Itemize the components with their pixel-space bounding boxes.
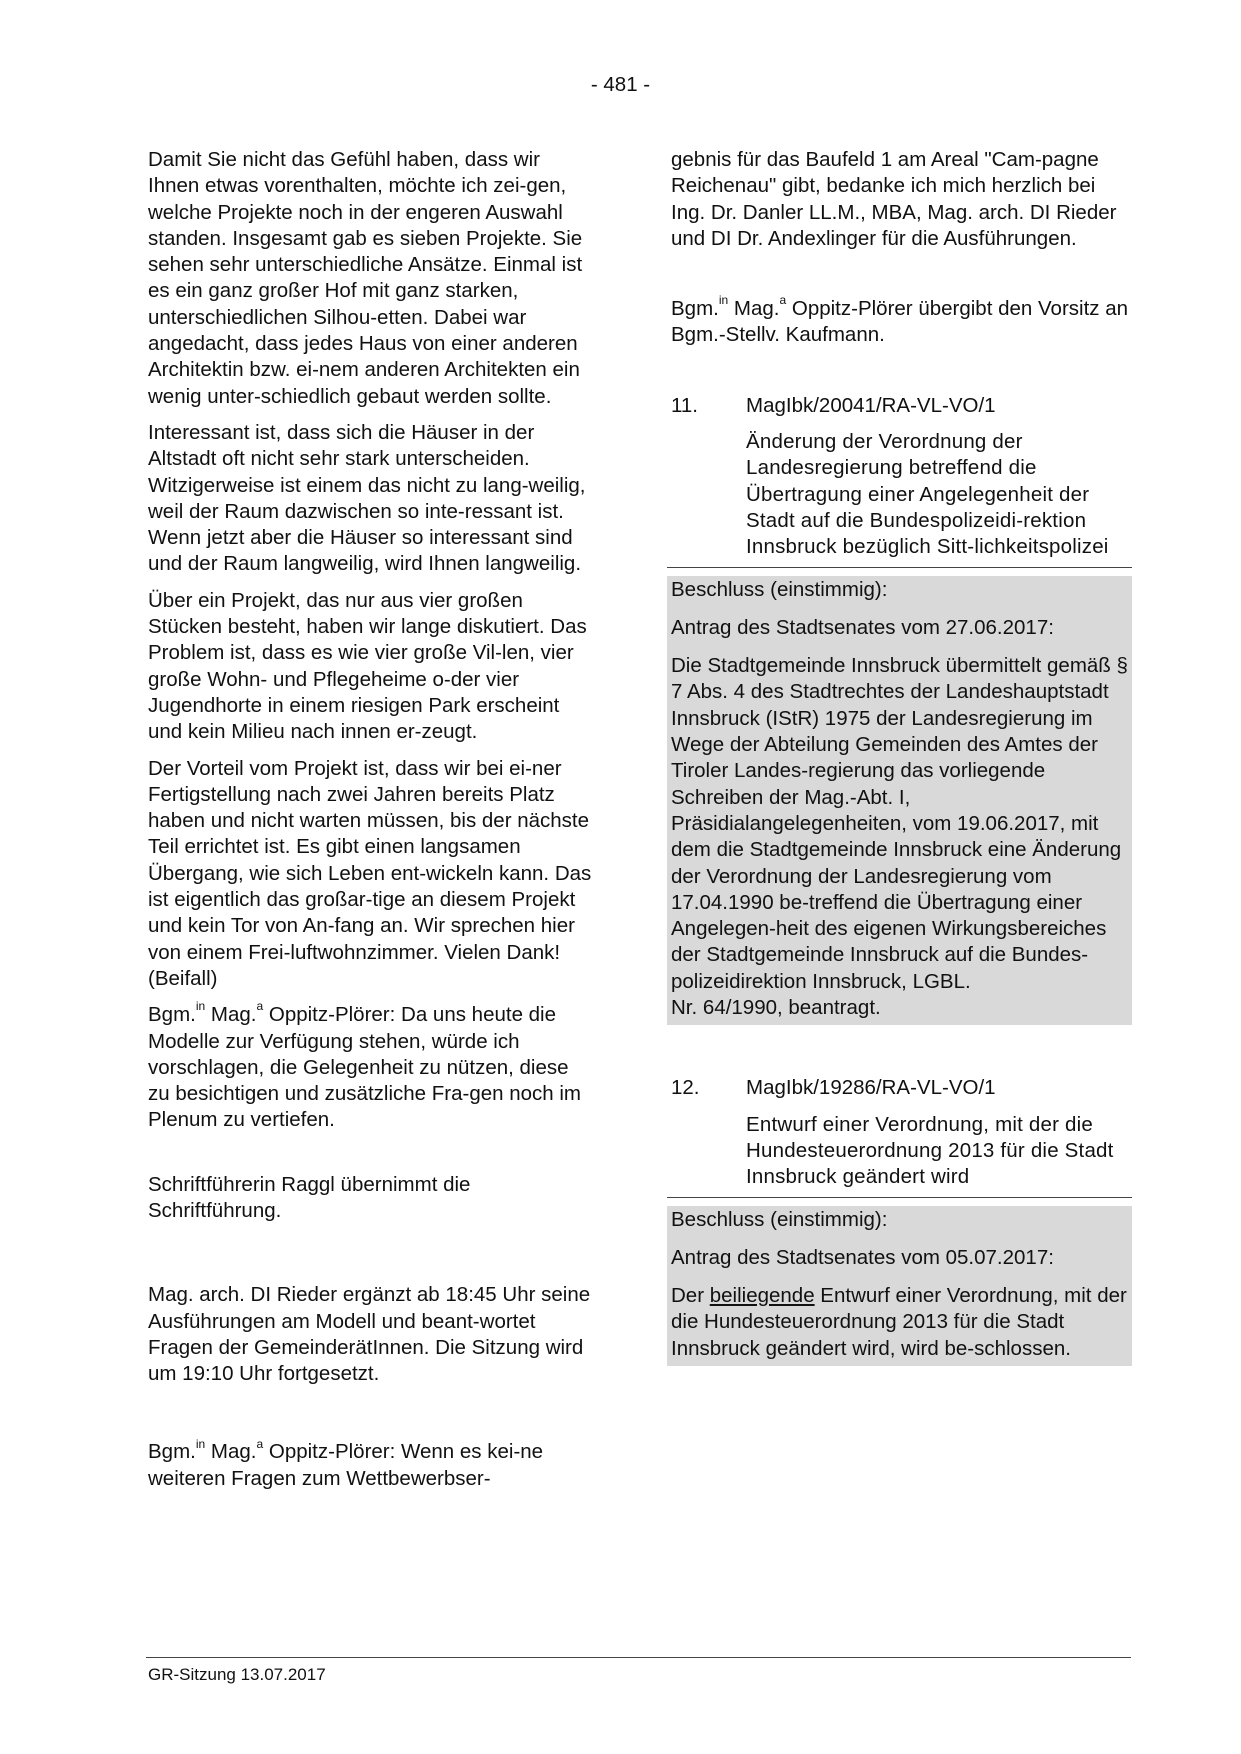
paragraph-advantage bbox=[148, 756, 592, 993]
superscript: in bbox=[195, 1436, 206, 1451]
decision-body-end: Nr. 64/1990, beantragt. bbox=[671, 996, 881, 1020]
paragraph-projects-intro: Damit Sie nicht das Gefühl haben, dass wir Ihnen etwas vorenthalten, möchte ich zei-gen, welche Projekte noch in der engeren Auswahl standen. Insgesamt gab es sieben Projekte. Sie sehen sehr unterschiedliche Ansätze. Einmal ist es ein ganz großer Hof mit ganz starken, unterschiedlichen Silhou-etten. Dabei war angedacht, dass jedes Haus von einer anderen Architektin bzw. ei-nem anderen Architekten ein wenig unter-schiedlich gebaut werden sollte. bbox=[148, 148, 583, 408]
speaker-title: Bgm. bbox=[671, 297, 719, 321]
agenda-number: 12. bbox=[671, 1076, 700, 1100]
agenda-header bbox=[671, 1075, 1128, 1190]
paragraph-thanks: gebnis für das Baufeld 1 am Areal "Cam-pagne Reichenau" gibt, bedanke ich mich herzlich bei Ing. Dr. Danler LL.M., MBA, Mag. arch. DI Rieder und DI Dr. Andexlinger für die Ausführungen. bbox=[671, 148, 1117, 250]
superscript: a bbox=[256, 1436, 264, 1451]
divider bbox=[667, 567, 1132, 568]
paragraph-mayor-models bbox=[148, 999, 592, 1133]
decision-body: Die Stadtgemeinde Innsbruck übermittelt gemäß § 7 Abs. 4 des Stadtrechtes der Landeshauptstadt Innsbruck (IStR) 1975 der Landesregierung im Wege der Abteilung Gemeinden des Amtes der Tiroler Landes-regierung das vorliegende Schreiben der Mag.-Abt. I, Präsidialangelegenheiten, vom 19.06.2017, mit dem die Stadtgemeinde Innsbruck eine Änderung der Verordnung der Landesregierung vom 17.04.1990 be-treffend die Übertragung einer Angelegen-heit des eigenen Wirkungsbereiches der Stadtgemeinde Innsbruck auf die Bundes-polizeidirektion Innsbruck, LGBL. bbox=[671, 654, 1128, 993]
agenda-title: Änderung der Verordnung der Landesregierung betreffend die Übertragung einer Angelegenheit der Stadt auf die Bundespolizeidi-rektion Innsbruck bezüglich Sitt-lichkeitspolizei bbox=[746, 430, 1109, 559]
motion-label: Antrag des Stadtsenates vom 05.07.2017: bbox=[671, 1245, 1054, 1269]
speaker-title: Bgm. bbox=[148, 1003, 196, 1027]
agenda-number: 11. bbox=[671, 393, 698, 417]
superscript: a bbox=[256, 999, 264, 1014]
paragraph-four-pieces: Über ein Projekt, das nur aus vier großen Stücken besteht, haben wir lange diskutiert. Das Problem ist, dass es wie vier große Vil-len, vier große Wohn- und Pflegeheime o-der vier Jugendhorte in einem riesigen Park erscheint und kein Milieu nach innen er-zeugt. bbox=[148, 588, 587, 744]
decision-label: Beschluss (einstimmig): bbox=[671, 1207, 888, 1231]
left-column bbox=[148, 147, 592, 1492]
paragraph-altstadt: Interessant ist, dass sich die Häuser in der Altstadt oft nicht sehr stark unterscheiden. Witzigerweise ist einem das nicht zu lang-weilig, weil der Raum dazwischen so inte-ressant ist. Wenn jetzt aber die Häuser so interessant sind und der Raum langweilig, wird Ihnen langweilig. bbox=[148, 420, 586, 576]
decision-text bbox=[671, 1283, 1128, 1362]
speaker-title: Bgm. bbox=[148, 1440, 196, 1464]
paragraph-chair-handover bbox=[671, 293, 1129, 349]
decision-body: Entwurf einer Verordnung, mit der die Hundesteuerordnung 2013 für die Stadt Innsbruck geändert wird, wird be-schlossen. bbox=[671, 1284, 1127, 1360]
agenda-item-12 bbox=[671, 1075, 1128, 1366]
superscript: in bbox=[718, 293, 729, 308]
agenda-reference: MagIbk/19286/RA-VL-VO/1 bbox=[746, 1076, 996, 1100]
footer-session-label: GR-Sitzung 13.07.2017 bbox=[148, 1665, 326, 1684]
attachment-link[interactable]: beiliegende bbox=[709, 1284, 815, 1308]
decision-body: Der bbox=[671, 1284, 710, 1308]
right-column bbox=[671, 147, 1128, 1366]
speaker-title: Mag. bbox=[205, 1440, 257, 1464]
speaker-title: Mag. bbox=[205, 1003, 257, 1027]
advantage-text: Der Vorteil vom Projekt ist, dass wir bei ei-ner Fertigstellung nach zwei Jahren bereits Platz haben und nicht warten müssen, bis der nächste Teil errichtet ist. Es gibt einen langsamen Übergang, wie sich Leben ent-wickeln kann. Das ist eigentlich das großar-tige an diesem Projekt und kein Tor von An-fang an. Wir sprechen hier von einem Frei-luftwohnzimmer. Vielen Dank! bbox=[148, 756, 592, 964]
decision-label: Beschluss (einstimmig): bbox=[671, 577, 888, 601]
decision-box bbox=[667, 1206, 1132, 1366]
agenda-item-11 bbox=[671, 393, 1128, 1026]
speech-text: Oppitz-Plörer: Da uns heute die Modelle zur Verfügung stehen, würde ich vorschlagen, die Gelegenheit zu nützen, diese zu besichtigen und zusätzliche Fra-gen noch im Plenum zu vertiefen. bbox=[148, 1003, 582, 1132]
divider bbox=[667, 1197, 1132, 1198]
agenda-title: Entwurf einer Verordnung, mit der die Hundesteuerordnung 2013 für die Stadt Innsbruck geändert wird bbox=[746, 1112, 1114, 1189]
decision-box bbox=[667, 576, 1132, 1026]
motion-label: Antrag des Stadtsenates vom 27.06.2017: bbox=[671, 615, 1054, 639]
speaker-title: Mag. bbox=[728, 297, 780, 321]
speech-text: Oppitz-Plörer übergibt den Vorsitz an Bgm.-Stellv. Kaufmann. bbox=[671, 297, 1129, 347]
paragraph-rieder: Mag. arch. DI Rieder ergänzt ab 18:45 Uhr seine Ausführungen am Modell und beant-wortet Fragen der GemeinderätInnen. Die Sitzung wird um 19:10 Uhr fortgesetzt. bbox=[148, 1283, 591, 1386]
paragraph-recorder: Schriftführerin Raggl übernimmt die Schriftführung. bbox=[148, 1172, 471, 1222]
speech-text: Oppitz-Plörer: Wenn es kei-ne weiteren Fragen zum Wettbewerbser- bbox=[148, 1440, 544, 1490]
agenda-reference: MagIbk/20041/RA-VL-VO/1 bbox=[746, 393, 996, 417]
superscript: a bbox=[779, 293, 787, 308]
page-number: - 481 - bbox=[590, 73, 651, 96]
footer-divider bbox=[146, 1657, 1131, 1658]
agenda-header bbox=[671, 393, 1128, 561]
decision-text bbox=[671, 653, 1128, 1021]
applause-note: (Beifall) bbox=[148, 966, 218, 990]
paragraph-mayor-questions bbox=[148, 1436, 592, 1492]
superscript: in bbox=[195, 999, 206, 1014]
